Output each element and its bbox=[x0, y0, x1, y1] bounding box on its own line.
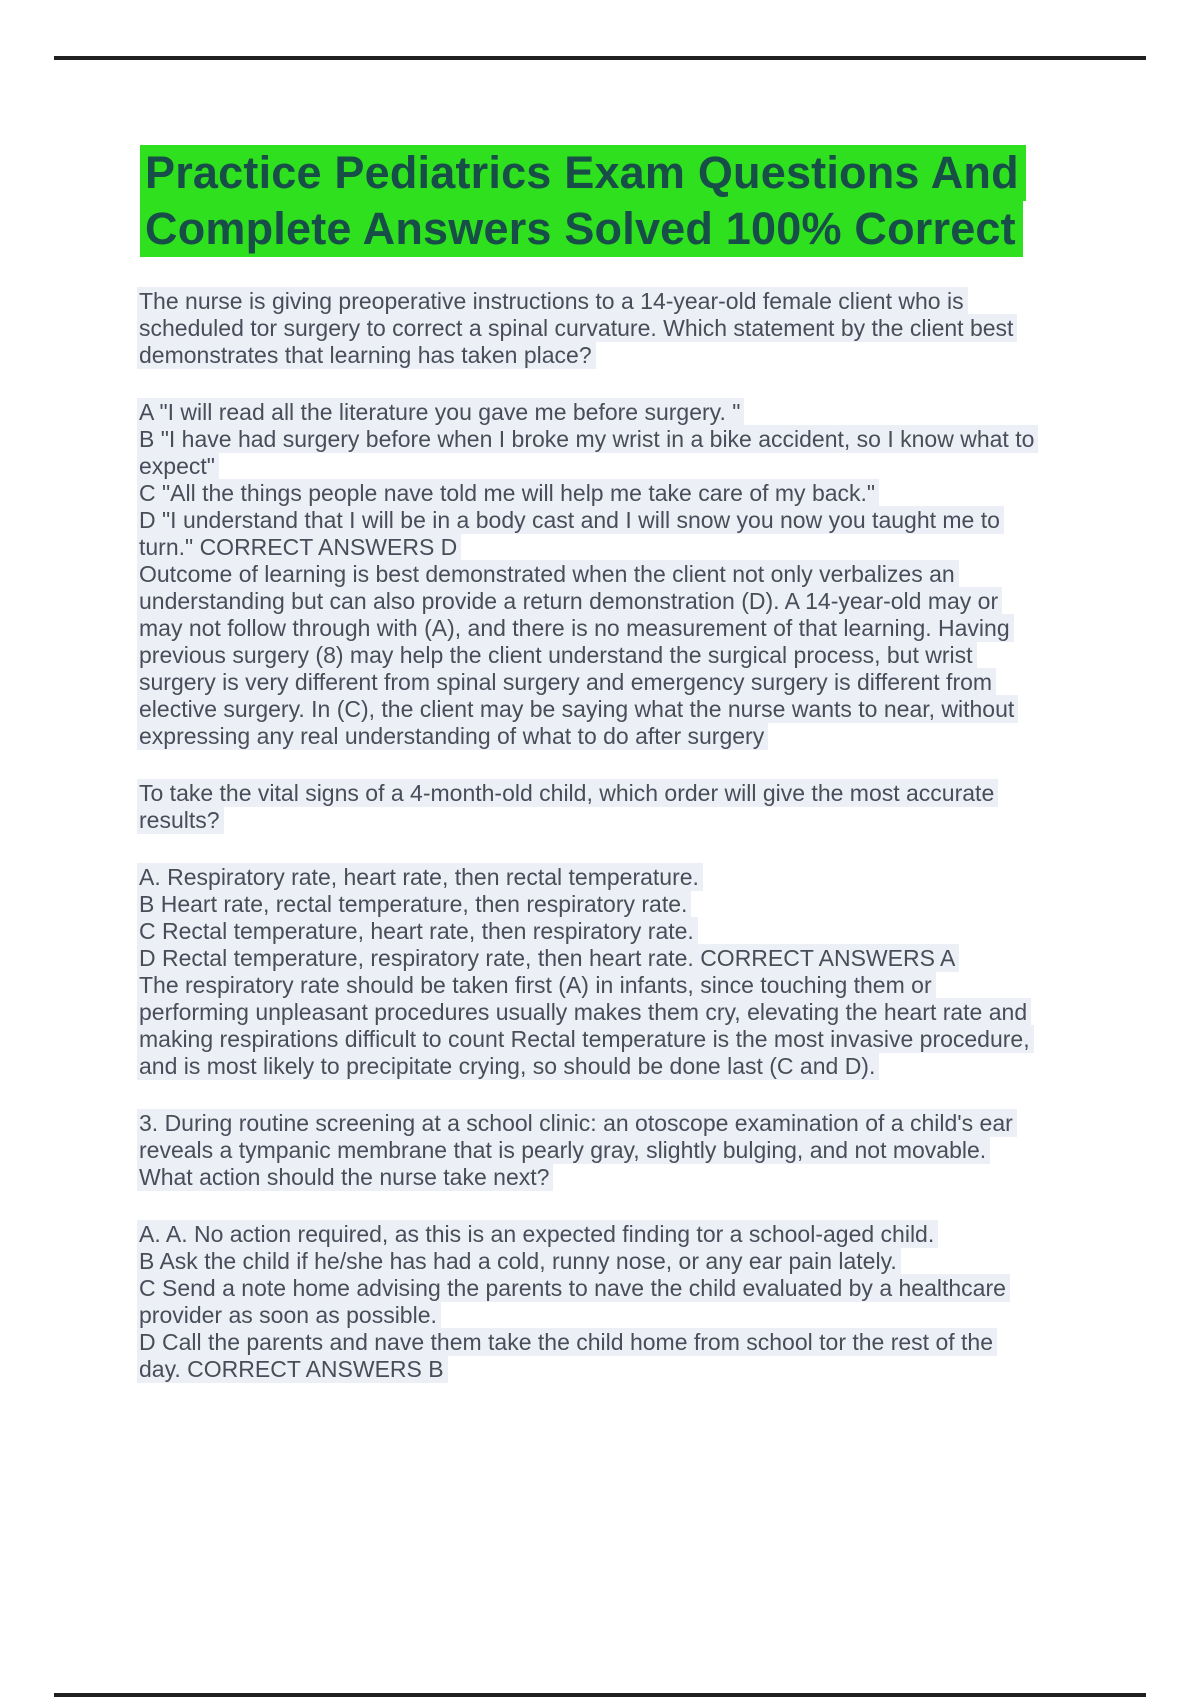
text-line: expressing any real understanding of what to do after surgery bbox=[137, 723, 1102, 750]
text-line: C Send a note home advising the parents to nave the child evaluated by a healthcare bbox=[137, 1275, 1102, 1302]
paragraph bbox=[137, 1110, 1102, 1191]
title-line: Complete Answers Solved 100% Correct bbox=[140, 201, 1023, 257]
text-line: making respirations difficult to count Rectal temperature is the most invasive procedure, bbox=[137, 1026, 1102, 1053]
paragraph bbox=[137, 288, 1102, 369]
text-line: understanding but can also provide a return demonstration (D). A 14-year-old may or bbox=[137, 588, 1102, 615]
text-line: Outcome of learning is best demonstrated when the client not only verbalizes an bbox=[137, 561, 1102, 588]
text-line: demonstrates that learning has taken place? bbox=[137, 342, 1102, 369]
text-line: A. A. No action required, as this is an expected finding tor a school-aged child. bbox=[137, 1221, 1102, 1248]
text-line: What action should the nurse take next? bbox=[137, 1164, 1102, 1191]
paragraph bbox=[137, 1221, 1102, 1383]
text-line: and is most likely to precipitate crying, so should be done last (C and D). bbox=[137, 1053, 1102, 1080]
bottom-rule bbox=[54, 1693, 1146, 1697]
text-line: To take the vital signs of a 4-month-old child, which order will give the most accurate bbox=[137, 780, 1102, 807]
text-line: B Heart rate, rectal temperature, then respiratory rate. bbox=[137, 891, 1102, 918]
page-title bbox=[140, 145, 1026, 257]
text-line: C Rectal temperature, heart rate, then respiratory rate. bbox=[137, 918, 1102, 945]
text-line: surgery is very different from spinal surgery and emergency surgery is different from bbox=[137, 669, 1102, 696]
text-line: D Call the parents and nave them take the child home from school tor the rest of the bbox=[137, 1329, 1102, 1356]
text-line: 3. During routine screening at a school clinic: an otoscope examination of a child's ear bbox=[137, 1110, 1102, 1137]
text-line: reveals a tympanic membrane that is pearly gray, slightly bulging, and not movable. bbox=[137, 1137, 1102, 1164]
text-line: D Rectal temperature, respiratory rate, then heart rate. CORRECT ANSWERS A bbox=[137, 945, 1102, 972]
text-line: The respiratory rate should be taken first (A) in infants, since touching them or bbox=[137, 972, 1102, 999]
paragraph bbox=[137, 864, 1102, 1080]
text-line: B Ask the child if he/she has had a cold, runny nose, or any ear pain lately. bbox=[137, 1248, 1102, 1275]
text-line: D "I understand that I will be in a body cast and I will snow you now you taught me to bbox=[137, 507, 1102, 534]
text-line: results? bbox=[137, 807, 1102, 834]
text-line: day. CORRECT ANSWERS B bbox=[137, 1356, 1102, 1383]
title-line-row bbox=[140, 145, 1026, 201]
text-line: elective surgery. In (C), the client may be saying what the nurse wants to near, without bbox=[137, 696, 1102, 723]
text-line: A. Respiratory rate, heart rate, then rectal temperature. bbox=[137, 864, 1102, 891]
text-line: A "I will read all the literature you gave me before surgery. " bbox=[137, 399, 1102, 426]
text-line: B "I have had surgery before when I broke my wrist in a bike accident, so I know what to bbox=[137, 426, 1102, 453]
text-line: provider as soon as possible. bbox=[137, 1302, 1102, 1329]
text-line: performing unpleasant procedures usually makes them cry, elevating the heart rate and bbox=[137, 999, 1102, 1026]
text-line: may not follow through with (A), and there is no measurement of that learning. Having bbox=[137, 615, 1102, 642]
text-line: expect" bbox=[137, 453, 1102, 480]
text-line: C "All the things people nave told me will help me take care of my back." bbox=[137, 480, 1102, 507]
paragraph bbox=[137, 399, 1102, 750]
top-rule bbox=[54, 56, 1146, 60]
text-line: previous surgery (8) may help the client understand the surgical process, but wrist bbox=[137, 642, 1102, 669]
text-line: scheduled tor surgery to correct a spinal curvature. Which statement by the client best bbox=[137, 315, 1102, 342]
paragraph bbox=[137, 780, 1102, 834]
document-body bbox=[137, 288, 1102, 1413]
title-line: Practice Pediatrics Exam Questions And bbox=[140, 145, 1026, 201]
text-line: The nurse is giving preoperative instructions to a 14-year-old female client who is bbox=[137, 288, 1102, 315]
text-line: turn." CORRECT ANSWERS D bbox=[137, 534, 1102, 561]
title-line-row bbox=[140, 201, 1026, 257]
